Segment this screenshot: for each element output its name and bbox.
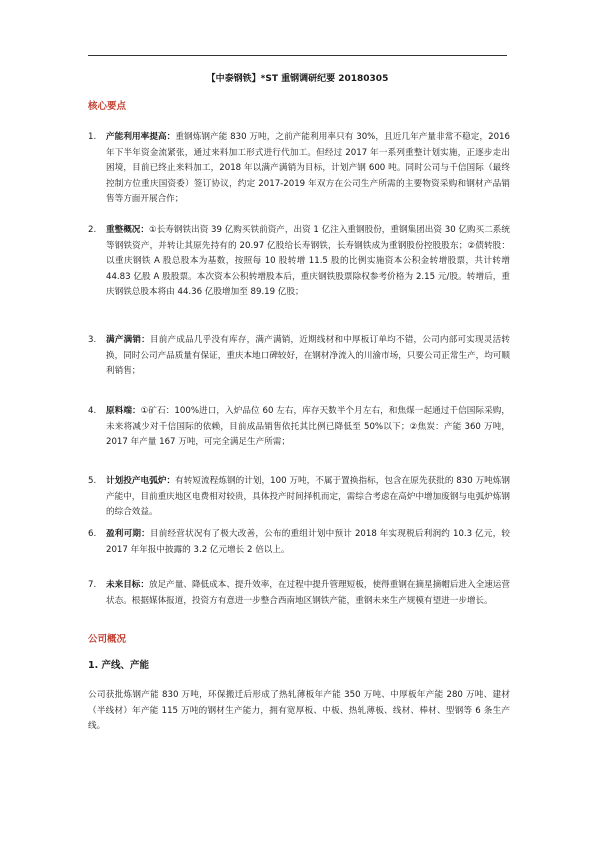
section-heading-key-points: 核心要点 [88,101,127,112]
item-lead: 重整概况： [106,225,149,235]
item-number: 6. [88,529,97,539]
item-number: 7. [88,580,97,590]
item-number: 5. [88,476,97,486]
item-lead: 原料端： [106,406,141,416]
company-paragraph: 公司获批炼钢产能 830 万吨，环保搬迁后形成了热轧薄板年产能 350 万吨、中厚板年产能 280 万吨、建材（半线材）年产能 115 万吨的钢材生产能力，拥有宽厚板、中板、热轧薄板、线材、棒材、型钢等 6 条生产线。 [88,690,510,732]
item-text: 有转短流程炼钢的计划，100 万吨，不属于置换指标，包含在原先获批的 830 万吨炼钢产能中，目前重庆地区电费相对较贵，具体投产时间择机而定，需综合考虑在高炉中增加废钢与电弧炉炼钢的综合效益。 [106,476,510,518]
item-lead: 盈利可期： [106,529,150,539]
document-title: 【中泰钢铁】*ST 重钢调研纪要 20180305 [206,74,389,84]
item-lead: 产能利用率提高： [106,132,176,142]
item-text: ①长寿钢铁出资 39 亿购买铁前资产，出资 1 亿注入重钢股份，重钢集团出资 30 亿购买二系统等钢铁资产，并转让其原先持有的 20.97 亿股给长寿钢铁，长寿钢铁成为重钢股份控股股东；②债转股：以重庆钢铁 A 股总股本为基数，按照每 10 股转增 11.5 股的比例实施资本公积金转增股票，共计转增 44.83 亿股 A 股股票。本次资本公积转增股本后，重庆钢铁股票除权参考价格为 2.15 元/股。转增后，重庆钢铁总股本将由 44.36 亿股增加至 89.19 亿股； [106,225,510,298]
list-item-2 [88,223,510,301]
header-rule [88,55,507,56]
list-item-1 [88,130,510,208]
item-number: 3. [88,335,97,345]
item-text: 目前经营状况有了极大改善，公布的重组计划中预计 2018 年实现税后利润约 10.3 亿元，较 2017 年年报中披露的 3.2 亿元增长 2 倍以上。 [106,529,510,555]
list-item-3 [88,333,510,380]
item-text: 放足产量、降低成本、提升效率，在过程中提升管理短板，使得重钢在摘星摘帽后进入全速运营状态。根据媒体报道，投资方有意进一步整合西南地区钢铁产能，重钢未来生产规模有望进一步增长。 [106,580,510,606]
list-item-5 [88,474,510,521]
item-lead: 满产满销： [106,335,150,345]
list-item-4 [88,404,510,451]
item-lead: 计划投产电弧炉： [106,476,176,486]
item-text: 重钢炼钢产能 830 万吨，之前产能利用率只有 30%，且近几年产量非常不稳定，2016 年下半年资金流紧张，通过来料加工形式进行代加工。但经过 2017 年一系列重整计划实施，正逐步走出困境，目前已终止来料加工，2018 年以满产满销为目标，计划产钢 600 吨。同时公司与千信国际（最终控制方位重庆国资委）签订协议，约定 2017-2019 年双方在公司生产所需的主要物资采购和钢材产品销售等方面开展合作； [106,132,510,205]
sub-heading-production-lines: 1. 产线、产能 [88,660,150,671]
list-item-7 [88,578,510,609]
item-number: 1. [88,132,97,142]
list-item-6 [88,527,510,558]
item-text: 目前产成品几乎没有库存，满产满销，近期线材和中厚板订单均不错，公司内部可实现灵活转换，同时公司产品质量有保证，重庆本地口碑较好，在钢材净流入的川渝市场，只要公司正常生产，均可顺利销售； [106,335,510,377]
item-number: 2. [88,225,97,235]
section-heading-company: 公司概况 [88,634,127,645]
item-number: 4. [88,406,97,416]
item-lead: 未来目标： [106,580,149,590]
item-text: ①矿石：100%进口，入炉品位 60 左右，库存天数半个月左右，和焦煤一起通过千信国际采购，未来将减少对千信国际的依赖，目前成品销售依托其比例已降低至 50%以下；②焦炭：产能 360 万吨，2017 年产量 167 万吨，可完全满足生产所需； [106,406,510,448]
